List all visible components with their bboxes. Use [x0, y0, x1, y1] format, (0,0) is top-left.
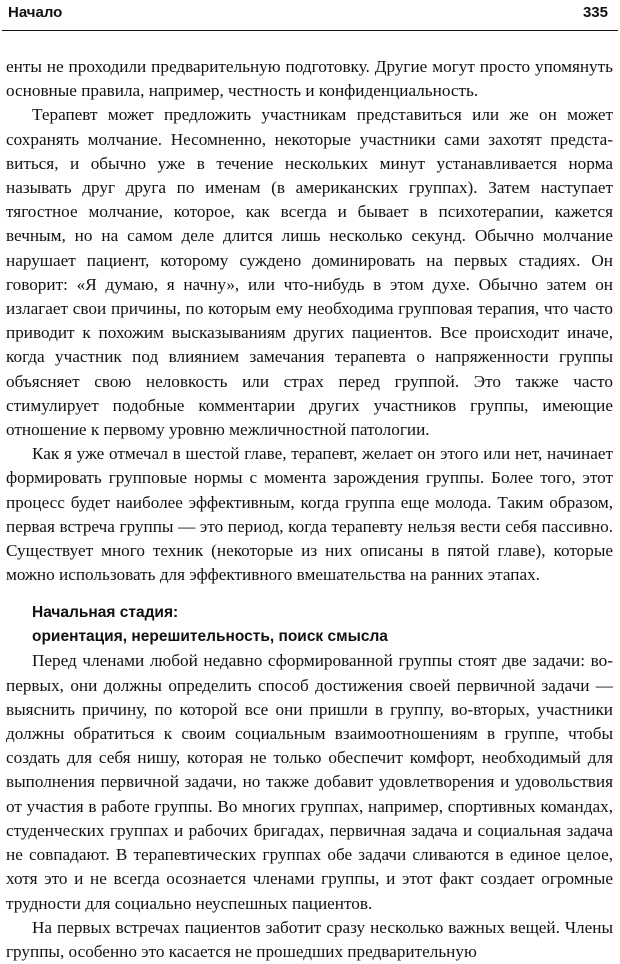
paragraph-continued: енты не проходили предварительную подготовку. Другие могут просто упомянуть основные правила, например, честность и конфиденциальность.	[6, 57, 613, 101]
paragraph: Терапевт может предложить участникам представиться или же он может сохранять молчание. Несомненно, некоторые участники сами захотят представиться, и обычно уже в течение нескольких минут устанавливается норма называть друг друга по именам (в американских группах). Затем наступает тягостное молчание, которое, как всегда и бывает в психотерапии, кажется вечным, но на самом деле длится лишь несколько секунд. Обычно молчание нарушает пациент, которому суждено доминировать на первых стадиях. Он говорит: «Я думаю, я начну», или что-нибудь в этом духе. Обычно затем он излагает свои причины, по которым ему необходима групповая терапия, что часто приводит к похожим высказываниям других пациентов. Все происходит иначе, когда участник под влиянием замечания терапевта о напряженности группы объясняет свою неловкость или страх перед группой. Это также часто стимулирует подобные комментарии других участников группы, имеющие отношение к первому уровню межличностной патологии.	[6, 105, 613, 440]
section-heading-line: Начальная стадия:	[32, 604, 179, 622]
paragraph: Как я уже отмечал в шестой главе, терапевт, желает он этого или нет, начинает формировать групповые нормы с момента зарождения группы. Более того, этот процесс будет наиболее эффективным, когда группа еще молода. Таким образом, первая встреча группы — это период, когда терапевту нельзя вести себя пассивно. Существует много техник (некоторые из них описаны в пятой главе), которые можно использовать для эффективного вмешательства на ранних этапах.	[6, 444, 613, 585]
running-header	[8, 2, 612, 24]
header-rule	[2, 30, 618, 31]
paragraph-continues: На первых встречах пациентов заботит сразу несколько важных вещей. Члены группы, особенно это касается не прошедших предварительную	[6, 917, 613, 961]
section-heading	[6, 601, 613, 649]
paragraph: Перед членами любой недавно сформированной группы стоят две задачи: во-первых, они должны определить способ достижения своей первичной задачи — выяснить причину, по которой все они пришли в группу, во-вторых, участники должны обратиться к своим социальным взаимоотношениям в группе, чтобы создать для себя нишу, которая не только обеспечит комфорт, необходимый для выполнения первичной задачи, но также добавит удовлетворения и удовольствия от участия в работе группы. Во многих группах, например, спортивных командах, студенческих группах и рабочих бригадах, первичная задача и социальная задача не совпадают. В терапевтических группах обе задачи сливаются в единое целое, хотя это и не всегда осознается членами группы, и этот факт создает огромные трудности для социально неуспешных пациентов.	[6, 651, 613, 913]
page-body	[6, 55, 613, 964]
chapter-title: Начало	[8, 4, 63, 21]
section-heading-line: ориентация, нерешительность, поиск смысла	[32, 628, 388, 646]
page-number: 335	[582, 4, 608, 21]
